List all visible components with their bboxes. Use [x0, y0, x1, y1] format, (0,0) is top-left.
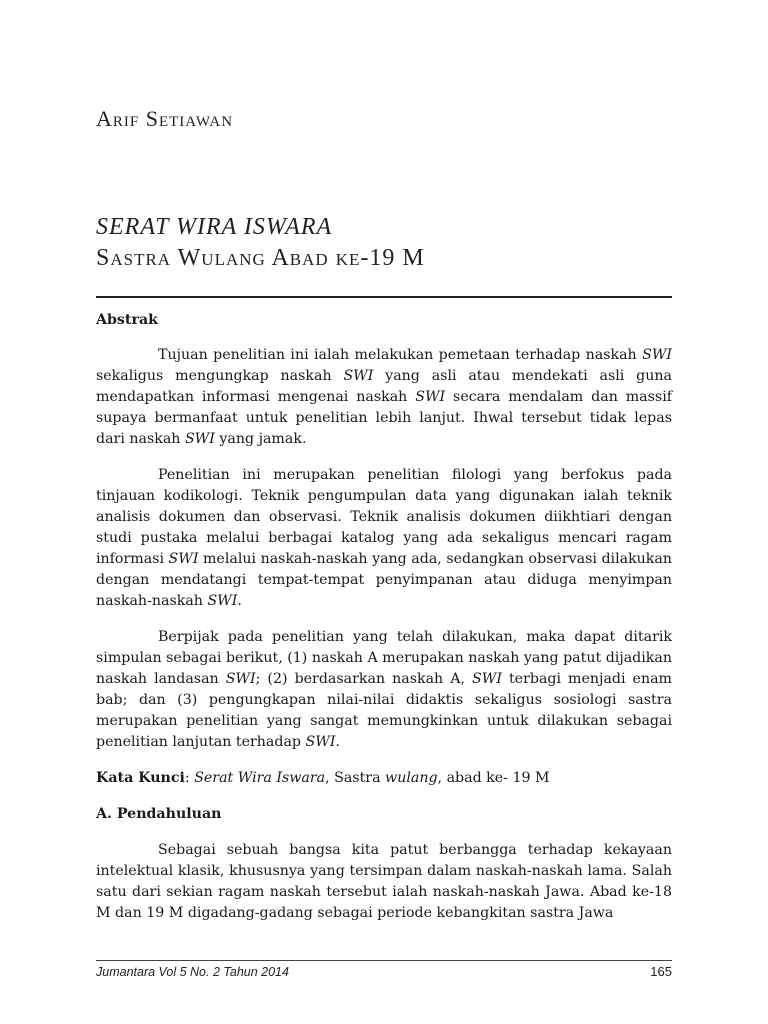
- body-column: [96, 310, 672, 924]
- abstract-heading: Abstrak: [96, 312, 158, 328]
- abstract-paragraph-2: Penelitian ini merupakan penelitian filologi yang berfokus pada tinjauan kodikologi. Teknik pengumpulan data yang digunakan ialah teknik analisis dokumen dan observasi. Teknik analisis dokumen diikhtiari dengan studi pustaka melalui berbagai katalog yang ada sekaligus mencari ragam informasi SWI melalui naskah-naskah yang ada, sedangkan observasi dilakukan dengan mendatangi tempat-tempat penyimpanan atau diduga menyimpan naskah-naskah SWI.: [96, 467, 672, 609]
- journal-citation: Jumantara Vol 5 No. 2 Tahun 2014: [96, 965, 289, 979]
- introduction-paragraph-1: Sebagai sebuah bangsa kita patut berbangga terhadap kekayaan intelektual klasik, khususnya yang tersimpan dalam naskah-naskah lama. Salah satu dari sekian ragam naskah tersebut ialah naskah-naskah Jawa. Abad ke-18 M dan 19 M digadang-gadang sebagai periode kebangkitan sastra Jawa: [96, 842, 672, 921]
- author-name: Arif Setiawan: [96, 106, 234, 131]
- article-subtitle: Sastra Wulang Abad ke-19 M: [96, 245, 425, 271]
- abstract-paragraph-1: Tujuan penelitian ini ialah melakukan pemetaan terhadap naskah SWI sekaligus mengungkap naskah SWI yang asli atau mendekati asli guna mendapatkan informasi mengenai naskah SWI secara mendalam dan massif supaya bermanfaat untuk penelitian lebih lanjut. Ihwal tersebut tidak lepas dari naskah SWI yang jamak.: [96, 347, 672, 447]
- abstract-paragraph-3: Berpijak pada penelitian yang telah dilakukan, maka dapat ditarik simpulan sebagai berikut, (1) naskah A merupakan naskah yang patut dijadikan naskah landasan SWI; (2) berdasarkan naskah A, SWI terbagi menjadi enam bab; dan (3) pengungkapan nilai-nilai didaktis sekaligus sosiologi sastra merupakan penelitian yang sangat memungkinkan untuk dilakukan sebagai penelitian lanjutan terhadap SWI.: [96, 629, 673, 750]
- page-number: 165: [650, 964, 672, 979]
- section-heading: A. Pendahuluan: [96, 806, 222, 822]
- footer-divider: [96, 960, 672, 961]
- keywords-line: Kata Kunci: Serat Wira Iswara, Sastra wulang, abad ke- 19 M: [96, 770, 550, 786]
- title-divider: [96, 296, 672, 298]
- article-title: SERAT WIRA ISWARA: [96, 214, 333, 240]
